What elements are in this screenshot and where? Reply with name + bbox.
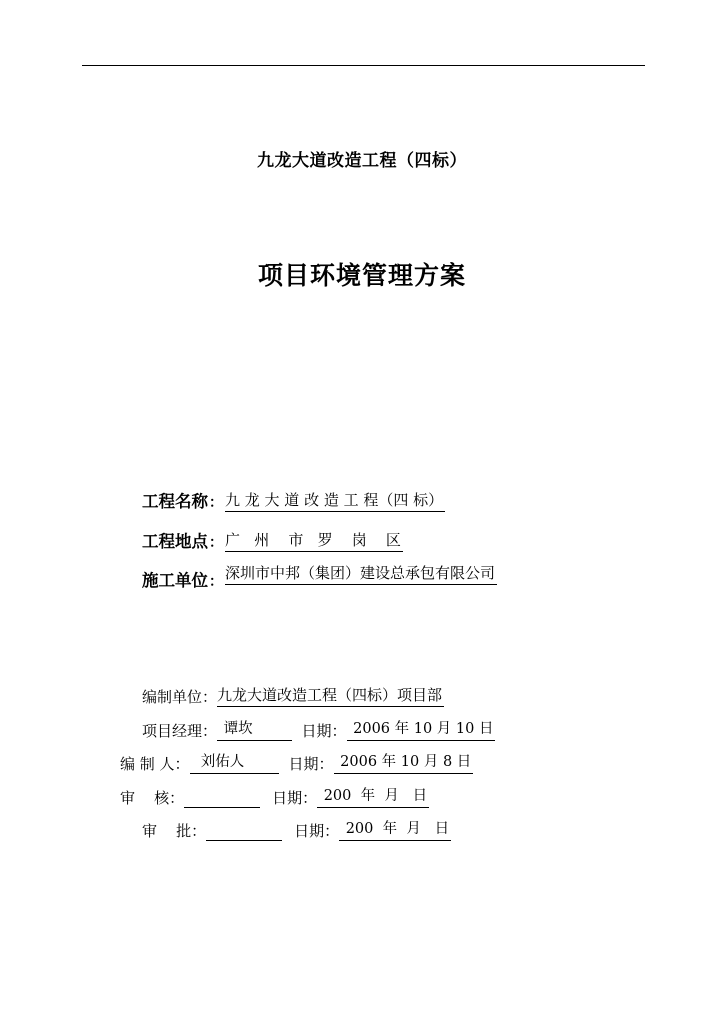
compiler-label: 编 制 人：	[120, 755, 190, 773]
reviewer-signature-line	[184, 790, 260, 808]
manager-date-label: 日期：	[301, 722, 347, 740]
contractor-value: 深圳市中邦（集团）建设总承包有限公司	[225, 564, 497, 585]
compiler-unit-row	[142, 686, 444, 707]
project-name-value: 九 龙 大 道 改 造 工 程（四 标）	[225, 491, 445, 512]
project-location-value: 广 州 市 罗 岗 区	[225, 531, 403, 552]
compiler-unit-label: 编制单位：	[142, 688, 218, 706]
contractor-colon: ：	[209, 574, 223, 590]
approver-row	[142, 820, 451, 841]
approver-label: 审 批：	[142, 822, 207, 840]
compiler-name-value: 刘佑人	[190, 753, 279, 774]
compiler-unit-value: 九龙大道改造工程（四标）项目部	[217, 686, 444, 707]
approver-date-label: 日期：	[294, 822, 340, 840]
compiler-date-value: 2006 年 10 月 8 日	[334, 753, 474, 774]
reviewer-label: 审 核：	[120, 789, 185, 807]
manager-date-value: 2006 年 10 月 10 日	[347, 720, 496, 741]
contractor-label: 施工单位	[142, 571, 208, 590]
project-subtitle: 九龙大道改造工程（四标）	[257, 151, 467, 171]
compiler-date-label: 日期：	[288, 755, 334, 773]
manager-row	[142, 720, 495, 741]
header-rule	[82, 65, 645, 66]
contractor-row	[142, 564, 497, 591]
project-location-label: 工程地点	[142, 532, 208, 551]
approver-date-value: 200 年 月 日	[339, 820, 451, 841]
reviewer-row	[120, 787, 429, 808]
reviewer-date-label: 日期：	[272, 789, 318, 807]
reviewer-date-value: 200 年 月 日	[317, 787, 429, 808]
approver-signature-line	[206, 823, 282, 841]
project-name-row	[142, 491, 445, 512]
manager-name-value: 谭坎	[217, 720, 291, 741]
project-location-row	[142, 531, 403, 552]
manager-label: 项目经理：	[142, 722, 218, 740]
project-name-colon: ：	[209, 495, 223, 511]
document-title: 项目环境管理方案	[257, 261, 466, 290]
compiler-row	[120, 753, 473, 774]
project-location-colon: ：	[209, 535, 223, 551]
project-name-label: 工程名称	[142, 492, 208, 511]
